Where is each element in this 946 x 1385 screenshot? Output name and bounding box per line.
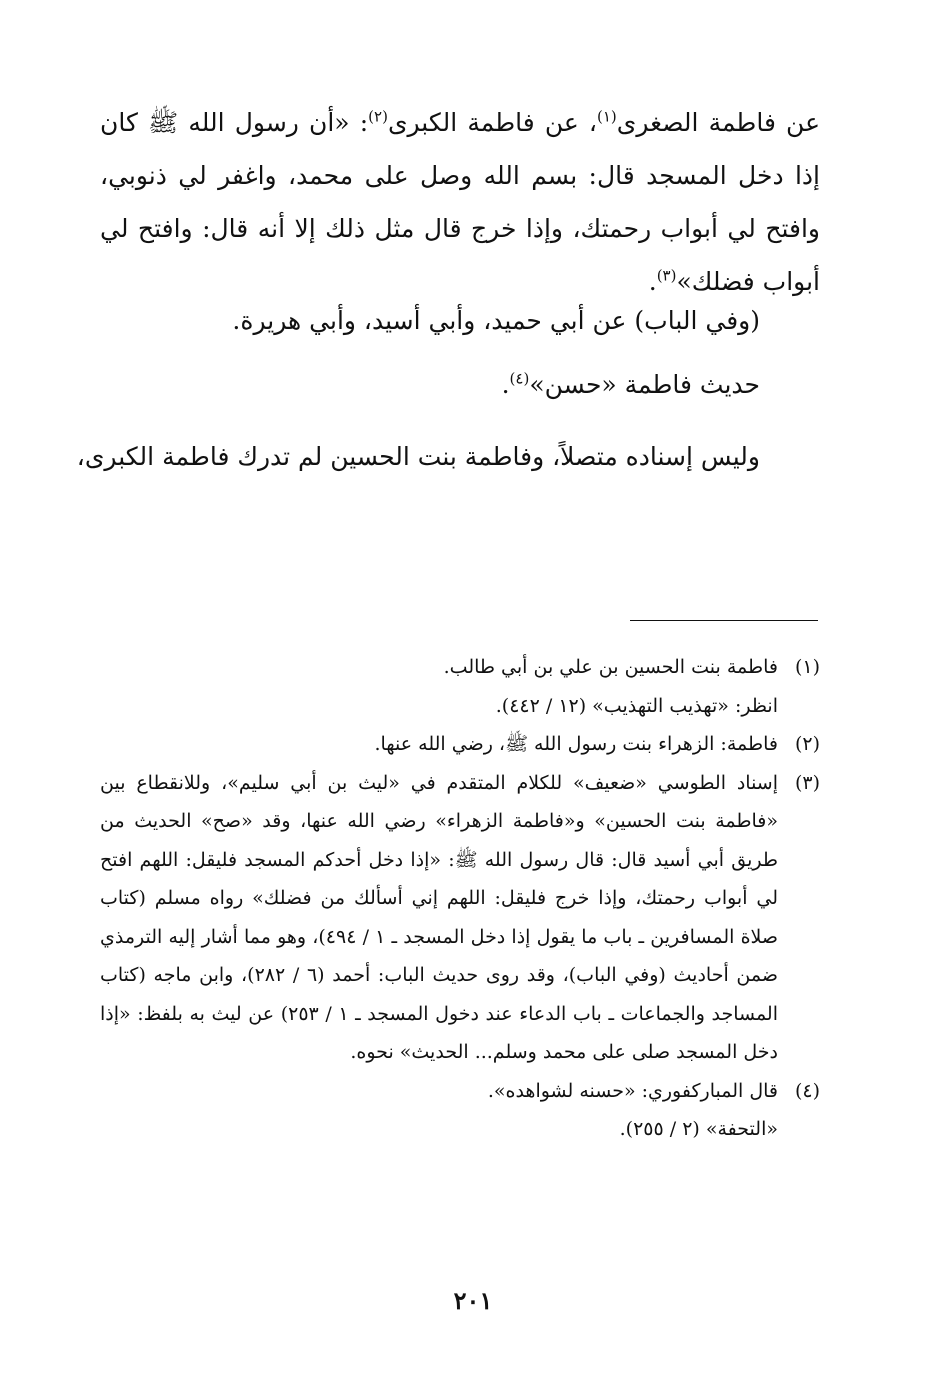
- footnote-separator: [630, 620, 818, 621]
- text-segment: عن فاطمة الصغرى: [616, 108, 820, 137]
- main-paragraph-3: [80, 370, 760, 399]
- footnote-ref-4[interactable]: (٤): [509, 369, 530, 388]
- footnote-1: [100, 648, 820, 687]
- footnote-text: فاطمة: الزهراء بنت رسول الله ﷺ، رضي الله عنها.: [374, 733, 778, 755]
- footnote-text: فاطمة بنت الحسين بن علي بن أبي طالب.: [443, 656, 778, 678]
- main-paragraph-1: [100, 96, 820, 308]
- footnote-2: [100, 725, 820, 764]
- main-paragraph-2: (وفي الباب) عن أبي حميد، وأبي أسيد، وأبي هريرة.: [232, 306, 760, 335]
- footnote-number: (١): [794, 656, 820, 678]
- footnote-ref-2[interactable]: (٢): [368, 107, 388, 126]
- main-paragraph-4: وليس إسناده متصلاً، وفاطمة بنت الحسين لم تدرك فاطمة الكبرى،: [76, 442, 760, 471]
- footnote-number: (٢): [794, 733, 820, 755]
- footnote-continuation: «التحفة» (٢ / ٢٥٥).: [619, 1118, 778, 1140]
- footnotes-section: [100, 648, 820, 1149]
- footnote-number: (٤): [794, 1079, 820, 1102]
- text-segment: : «أن رسول الله ﷺ كان إذا دخل المسجد قال: بسم الله وصل على محمد، واغفر لي ذنوبي، وافتح لي أبواب رحمتك، وإذا خرج قال مثل ذلك إلا أنه قال: وافتح لي أبواب فضلك»: [100, 108, 820, 296]
- text-segment: حديث فاطمة «حسن»: [529, 370, 760, 399]
- footnote-3: [100, 764, 820, 1072]
- footnote-text: قال المباركفوري: «حسنه لشواهده».: [487, 1079, 778, 1102]
- footnote-continuation: انظر: «تهذيب التهذيب» (١٢ / ٤٤٢).: [495, 694, 778, 717]
- footnote-ref-1[interactable]: (١): [596, 107, 617, 126]
- footnote-text: إسناد الطوسي «ضعيف» للكلام المتقدم في «ليث بن أبي سليم»، وللانقطاع بين «فاطمة بنت الحسين» و«فاطمة الزهراء» رضي الله عنها، وقد «صح» الحديث من طريق أبي أسيد قال: قال رسول الله ﷺ: «إذا دخل أحدكم المسجد فليقل: اللهم افتح لي أبواب رحمتك، وإذا خرج فليقل: اللهم إني أسألك من فضلك» رواه مسلم (كتاب صلاة المسافرين ـ باب ما يقول إذا دخل المسجد ـ ١ / ٤٩٤)، وهو مما أشار إليه الترمذي ضمن أحاديث (وفي الباب)، وقد روى حديث الباب: أحمد (٦ / ٢٨٢)، وابن ماجه (كتاب المساجد والجماعات ـ باب الدعاء عند دخول المسجد ـ ١ / ٢٥٣) عن ليث به بلفظ: «إذا دخل المسجد صلى على محمد وسلم... الحديث» نحوه.: [100, 771, 779, 1063]
- text-segment: .: [501, 370, 510, 399]
- text-segment: .: [648, 267, 657, 296]
- footnote-4: [100, 1072, 820, 1111]
- text-segment: ، عن فاطمة الكبرى: [387, 108, 597, 137]
- page-number: ٢٠١: [453, 1286, 493, 1315]
- footnote-number: (٣): [794, 771, 820, 794]
- footnote-ref-3[interactable]: (٣): [656, 266, 677, 285]
